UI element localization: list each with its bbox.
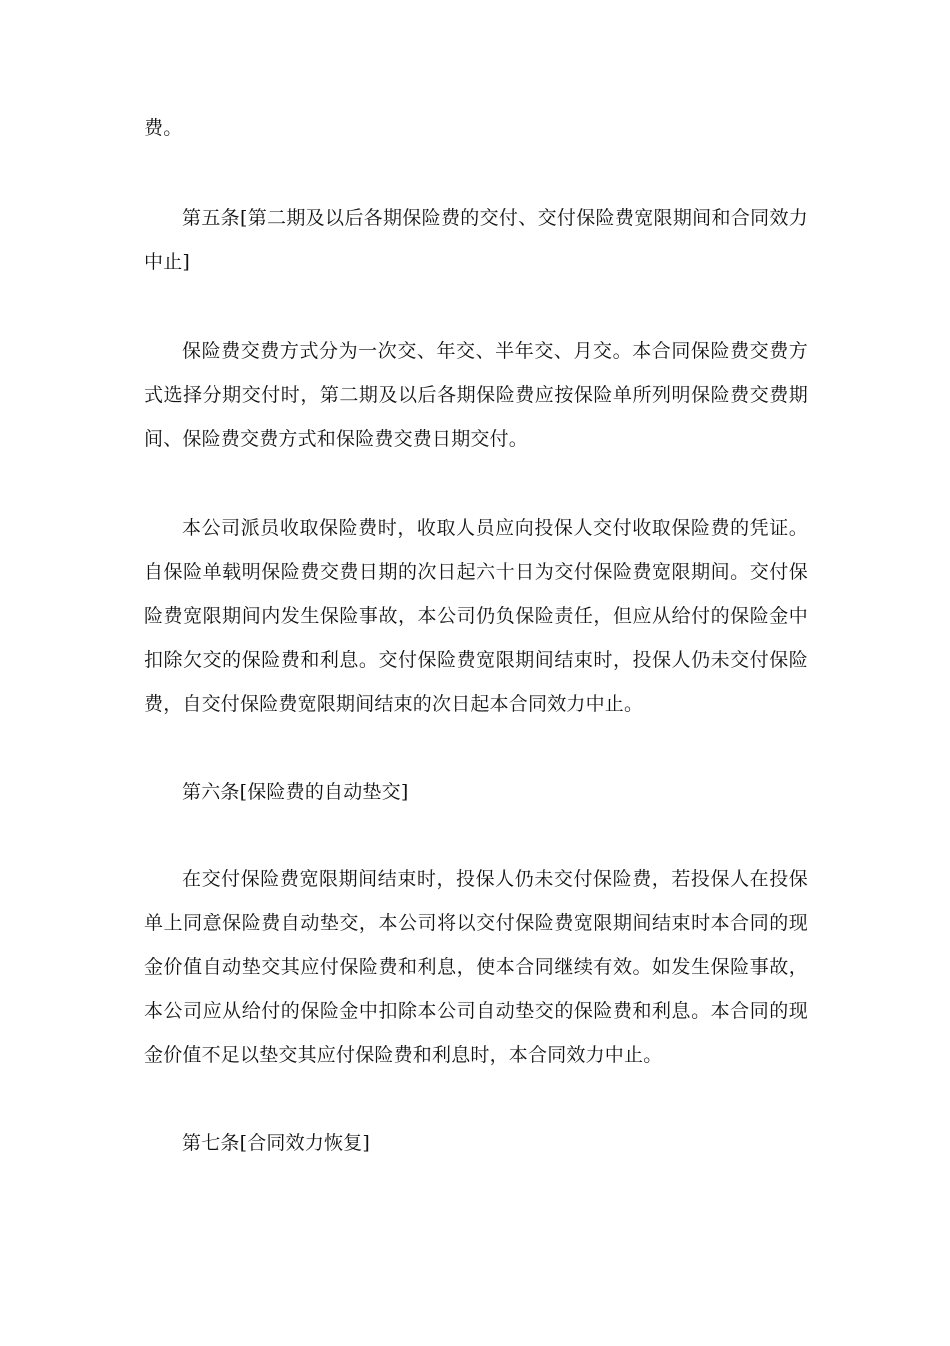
paragraph-continuation: 费。 xyxy=(144,117,183,139)
article-7-heading: 第七条[合同效力恢复] xyxy=(182,1132,371,1154)
paragraph-payment-methods: 保险费交费方式分为一次交、年交、半年交、月交。本合同保险费交费方式选择分期交付时，第二期及以后各期保险费应按保险单所列明保险费交费期间、保险费交费方式和保险费交费日期交付。 xyxy=(144,340,808,450)
paragraph-automatic-premium-loan: 在交付保险费宽限期间结束时，投保人仍未交付保险费，若投保人在投保单上同意保险费自动垫交，本公司将以交付保险费宽限期间结束时本合同的现金价值自动垫交其应付保险费和利息，使本合同继续有效。如发生保险事故，本公司应从给付的保险金中扣除本公司自动垫交的保险费和利息。本合同的现金价值不足以垫交其应付保险费和利息时，本合同效力中止。 xyxy=(144,868,808,1066)
paragraph-grace-period: 本公司派员收取保险费时，收取人员应向投保人交付收取保险费的凭证。自保险单载明保险费交费日期的次日起六十日为交付保险费宽限期间。交付保险费宽限期间内发生保险事故，本公司仍负保险责任，但应从给付的保险金中扣除欠交的保险费和利息。交付保险费宽限期间结束时，投保人仍未交付保险费，自交付保险费宽限期间结束的次日起本合同效力中止。 xyxy=(144,517,808,715)
article-6-heading: 第六条[保险费的自动垫交] xyxy=(182,781,409,803)
article-5-heading: 第五条[第二期及以后各期保险费的交付、交付保险费宽限期间和合同效力中止] xyxy=(144,207,808,273)
